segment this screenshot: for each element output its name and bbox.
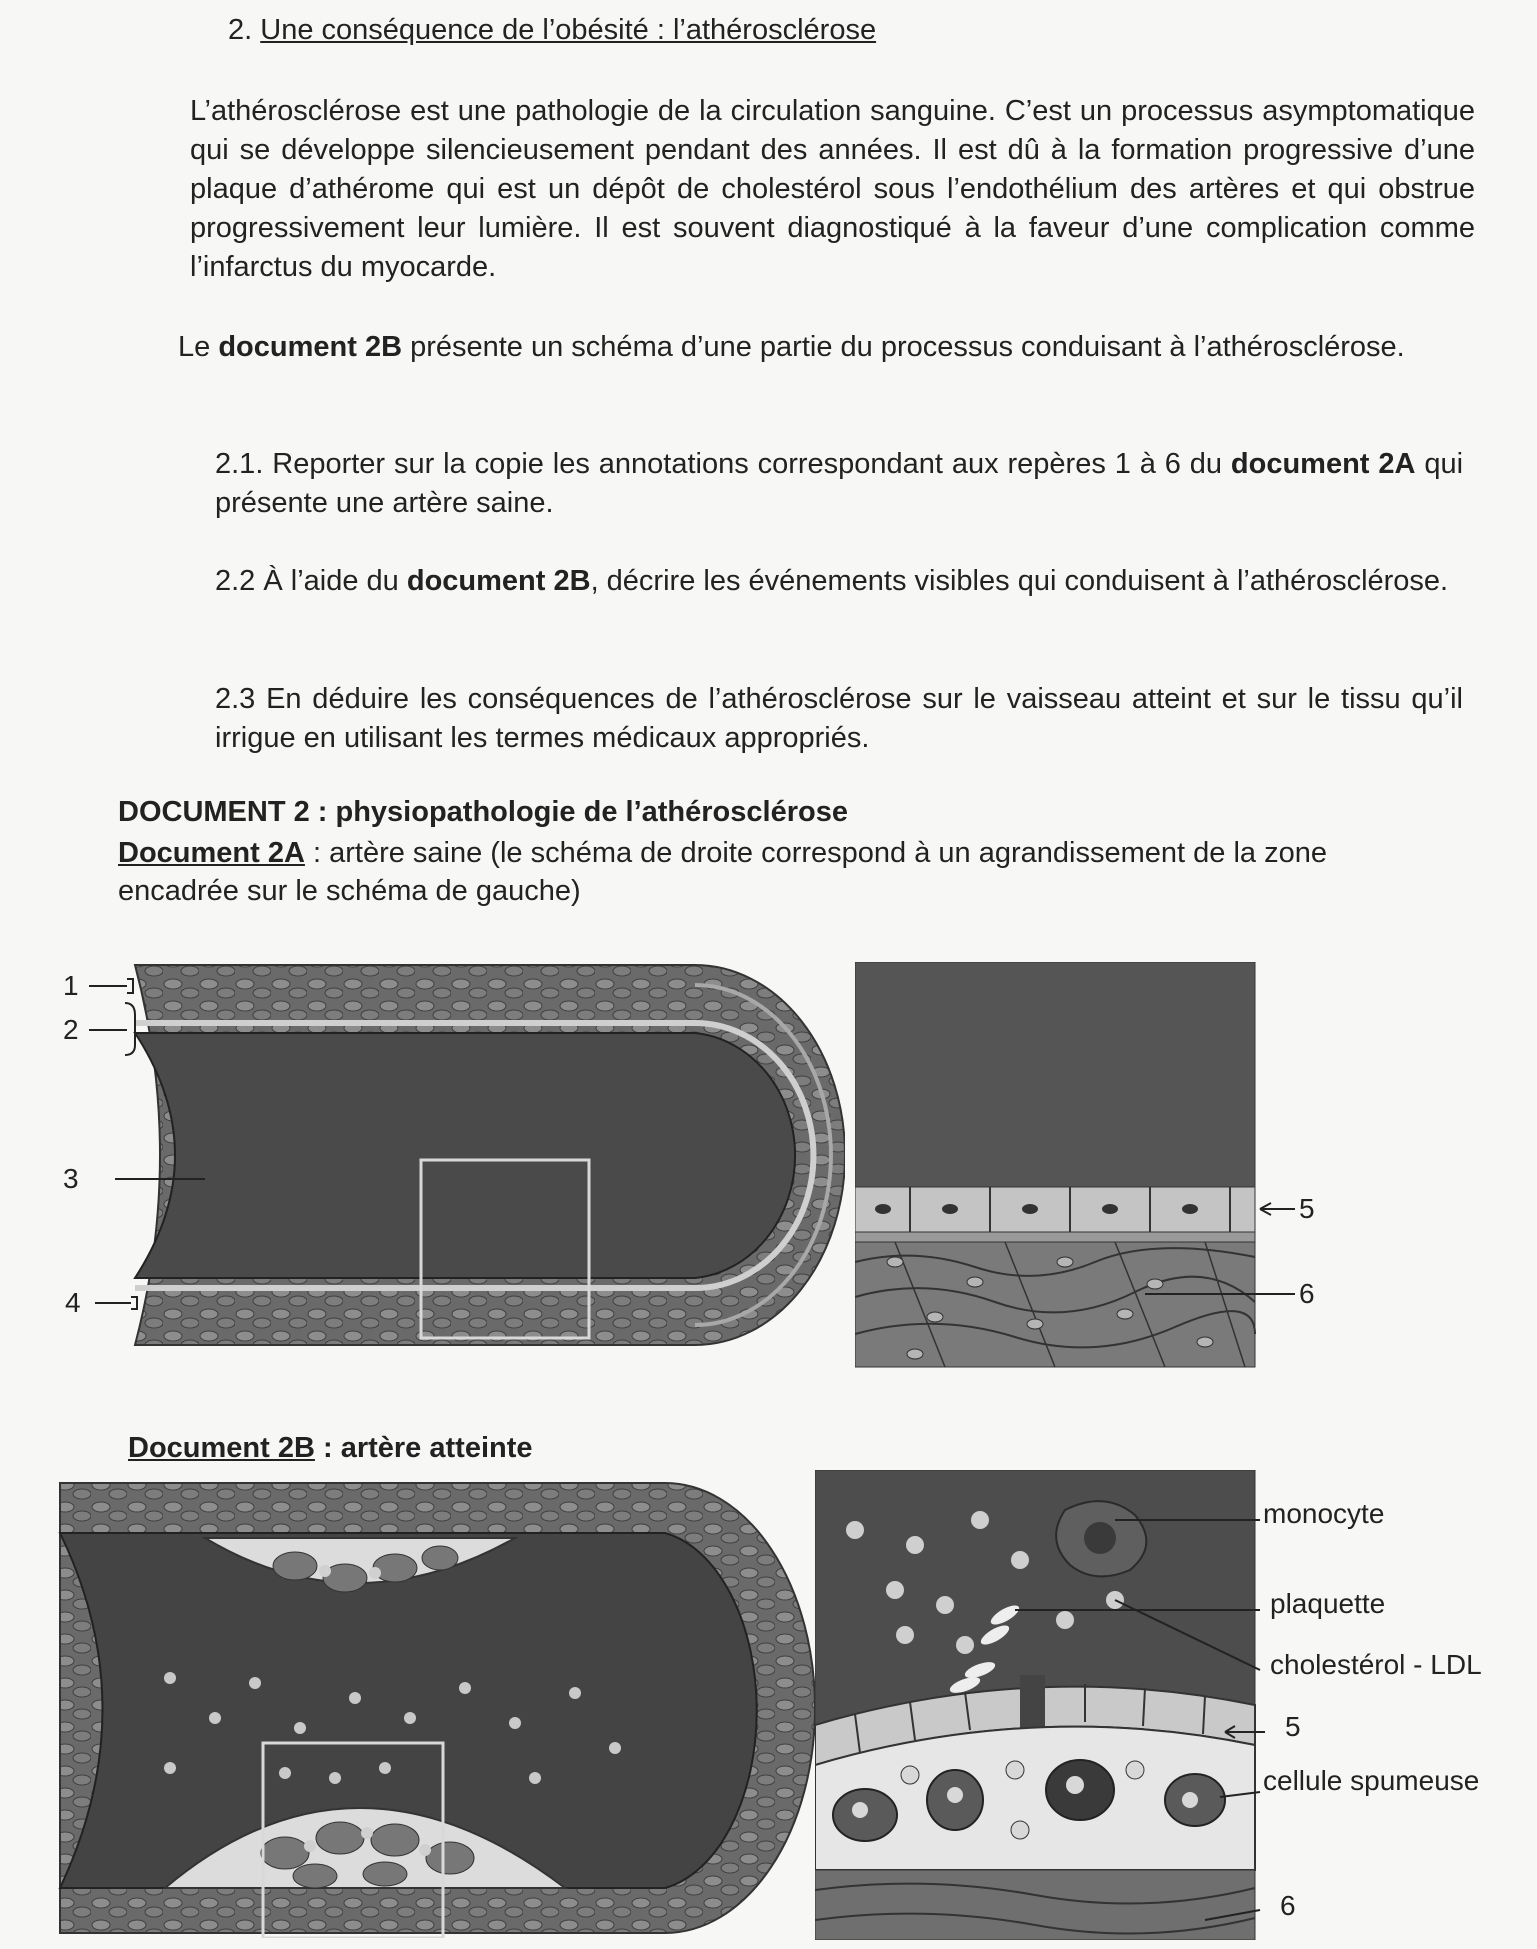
svg-text:cholestérol - LDL: cholestérol - LDL — [1270, 1649, 1482, 1680]
svg-text:2: 2 — [63, 1014, 79, 1045]
figure-2b-enlargement — [815, 1470, 1535, 1940]
svg-text:5: 5 — [1299, 1193, 1315, 1224]
svg-text:6: 6 — [1280, 1890, 1296, 1921]
question-2-1: 2.1. Reporter sur la copie les annotations correspondant aux repères 1 à 6 du document 2A qui présente une artère saine. — [215, 448, 1464, 519]
section-title: 2. Une conséquence de l’obésité : l’athérosclérose — [228, 14, 877, 46]
muscle-layer — [855, 1242, 1255, 1367]
marker-4 — [65, 1287, 137, 1318]
document-2-heading: DOCUMENT 2 : physiopathologie de l’athérosclérose — [118, 796, 848, 828]
document-2b-caption: Document 2B : artère atteinte — [128, 1432, 533, 1464]
svg-text:5: 5 — [1285, 1711, 1301, 1742]
figure-2a-artery — [55, 955, 845, 1355]
label-cellule-spumeuse — [1220, 1765, 1479, 1797]
marker-5 — [1260, 1193, 1315, 1224]
svg-text:6: 6 — [1299, 1278, 1315, 1309]
presentation-paragraph: Le document 2B présente un schéma d’une partie du processus conduisant à l’athérosclérose. — [178, 331, 1405, 363]
svg-text:cellule spumeuse: cellule spumeuse — [1263, 1765, 1480, 1796]
figure-2a-enlargement — [855, 962, 1325, 1372]
svg-text:1: 1 — [63, 970, 79, 1001]
marker-1 — [63, 970, 133, 1001]
question-2-2: 2.2 À l’aide du document 2B, décrire les événements visibles qui conduisent à l’athérosclérose. — [215, 565, 1449, 597]
document-2a-caption: Document 2A : artère saine (le schéma de droite correspond à un agrandissement de la zone encadrée sur le schéma de gauche) — [118, 837, 1327, 907]
svg-text:plaquette: plaquette — [1270, 1588, 1386, 1619]
svg-text:monocyte: monocyte — [1263, 1498, 1385, 1529]
svg-text:4: 4 — [65, 1287, 81, 1318]
figure-2b-artery — [55, 1478, 815, 1938]
svg-text:3: 3 — [63, 1163, 79, 1194]
question-2-3: 2.3 En déduire les conséquences de l’athérosclérose sur le vaisseau atteint et sur le tissu qu’il irrigue en utilisant les termes médicaux appropriés. — [215, 683, 1463, 754]
marker-2 — [63, 1003, 135, 1055]
monocyte — [1056, 1501, 1146, 1576]
endothelium-row — [855, 1187, 1255, 1232]
intro-paragraph: L’athérosclérose est une pathologie de la circulation sanguine. C’est un processus asymptomatique qui se développe silencieusement pendant des années. Il est dû à la formation progressive d’une plaque d’athérome qui est un dépôt de cholestérol sous l’endothélium des artères et qui obstrue progressivement leur lumière. Il est souvent diagnostiqué à la faveur d’une complication comme l’infarctus du myocarde. — [190, 95, 1475, 283]
